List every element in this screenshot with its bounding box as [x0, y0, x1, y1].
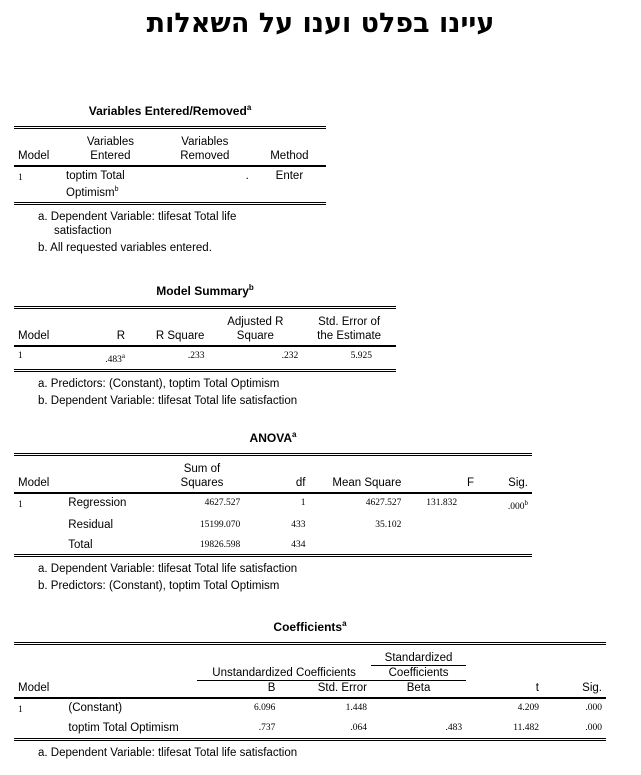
header-removed-1: Variables	[181, 136, 229, 148]
variables-table-title: Variables Entered/Removed$^a$	[88, 103, 252, 118]
model-summary-table: Model Summary$^b$ Adjusted R Std. Error of Model R R Square Square the Estimate 1 .483$^a$ .233 .232 5.925 a. Predictors: (Constant), toptim Total Optimism b. Dependent Variable: tlifesat Total life satisfaction	[14, 283, 396, 410]
table-row: Residual 15199.070 433 35.102	[68, 519, 402, 532]
header-model: Model	[18, 150, 50, 162]
variables-entered-table	[14, 103, 326, 257]
anova-table: ANOVA$^a$ Sum of Model Squares df Mean Square F Sig. 1 Regression 4627.527 1 4627.527 131.832 .000$^b$ Residual 15199.070 433 35.102 Total 19826.598 434 a. Dependent Variable: tlifesat Total life satisfaction b. Predictors: (Constant), toptim Total Optimism	[14, 430, 532, 595]
table-row: 1 .483$^a$ .233 .232 5.925	[14, 346, 396, 371]
table-row: 1 Regression 4627.527 1 4627.527 131.832 .000$^b$	[18, 497, 528, 513]
model-summary-footnotes: a. Predictors: (Constant), toptim Total Optimism b. Dependent Variable: tlifesat Total life satisfaction	[38, 378, 298, 408]
anova-title: ANOVA$^a$	[249, 430, 297, 445]
removed-value: .	[245, 170, 249, 182]
coefficients-footnotes: a. Dependent Variable: tlifesat Total life satisfaction	[38, 746, 298, 759]
model-summary-title: Model Summary$^b$	[156, 283, 254, 298]
entered-variable: toptim Total Optimism$^b$	[66, 170, 125, 199]
table-row: Total 19826.598 434	[14, 536, 532, 556]
coefficients-table: Coefficients$^a$ Standardized Unstandardized Coefficients Coefficients Model B Std. Error Beta t Sig. 1 (Constant) 6.096 1.448 4.209 .000 toptim Total Optimism .737 .064 .483 11.482 .000 a. Dependent Variable: tlifesat Total life satisfaction	[14, 619, 606, 762]
coefficients-title: Coefficients$^a$	[273, 619, 347, 634]
table-row: toptim Total Optimism .737 .064 .483 11.482 .000	[14, 719, 606, 739]
header-entered-1: Variables	[86, 136, 134, 148]
method-value: Enter	[275, 170, 304, 182]
header-removed-2: Removed	[180, 150, 230, 162]
anova-footnotes: a. Dependent Variable: tlifesat Total life satisfaction b. Predictors: (Constant), toptim Total Optimism	[38, 563, 298, 593]
header-method: Method	[270, 150, 309, 162]
variables-footnotes: a. Dependent Variable: tlifesat Total life satisfaction b. All requested variables entered.	[38, 210, 237, 254]
page-heading: עיינו בפלט וענו על השאלות	[146, 8, 495, 39]
header-entered-2: Entered	[90, 150, 131, 162]
table-row: 1 toptim Total Optimism$^b$ . Enter	[14, 166, 326, 203]
table-row: 1 (Constant) 6.096 1.448 4.209 .000	[18, 702, 602, 715]
